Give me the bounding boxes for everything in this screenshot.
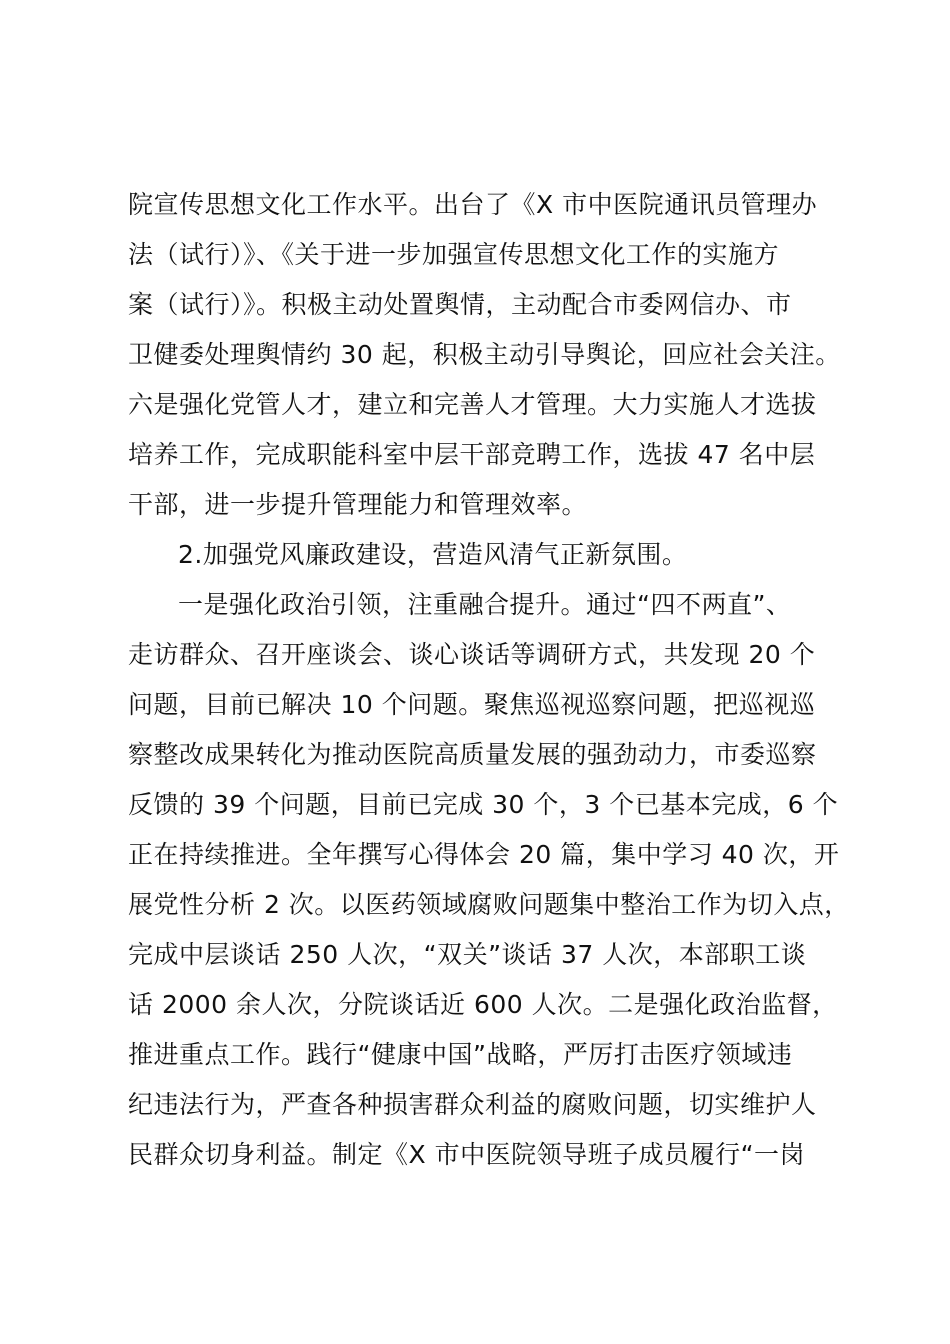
text-line: 完成中层谈话 250 人次，“双关”谈话 37 人次，本部职工谈 <box>128 940 807 969</box>
text-line: 走访群众、召开座谈会、谈心谈话等调研方式，共发现 20 个 <box>128 640 816 669</box>
text-line: 察整改成果转化为推动医院高质量发展的强劲动力，市委巡察 <box>128 740 817 769</box>
text-line: 民群众切身利益。制定《X 市中医院领导班子成员履行“一岗 <box>128 1140 806 1169</box>
text-line: 推进重点工作。践行“健康中国”战略，严厉打击医疗领域违 <box>128 1040 793 1069</box>
text-line: 案（试行）》。积极主动处置舆情，主动配合市委网信办、市 <box>128 290 792 319</box>
text-line: 培养工作，完成职能科室中层干部竞聘工作，选拔 47 名中层 <box>128 440 816 469</box>
text-line: 六是强化党管人才，建立和完善人才管理。大力实施人才选拔 <box>128 390 817 419</box>
text-line: 院宣传思想文化工作水平。出台了《X 市中医院通讯员管理办 <box>128 190 818 219</box>
text-line: 展党性分析 2 次。以医药领域腐败问题集中整治工作为切入点， <box>128 890 850 919</box>
text-line: 反馈的 39 个问题，目前已完成 30 个，3 个已基本完成，6 个 <box>128 790 839 819</box>
section-heading: 2.加强党风廉政建设，营造风清气正新氛围。 <box>178 540 688 569</box>
text-line: 法（试行）》、《关于进一步加强宣传思想文化工作的实施方 <box>128 240 780 269</box>
text-line: 正在持续推进。全年撰写心得体会 20 篇，集中学习 40 次，开 <box>128 840 840 869</box>
paragraph-first-line: 一是强化政治引领，注重融合提升。通过“四不两直”、 <box>178 590 792 619</box>
text-line: 卫健委处理舆情约 30 起，积极主动引导舆论，回应社会关注。 <box>128 340 841 369</box>
text-line: 问题，目前已解决 10 个问题。聚焦巡视巡察问题，把巡视巡 <box>128 690 816 719</box>
text-line: 干部，进一步提升管理能力和管理效率。 <box>128 490 588 519</box>
text-line: 话 2000 余人次，分院谈话近 600 人次。二是强化政治监督， <box>128 990 838 1019</box>
text-line: 纪违法行为，严查各种损害群众利益的腐败问题，切实维护人 <box>128 1090 817 1119</box>
